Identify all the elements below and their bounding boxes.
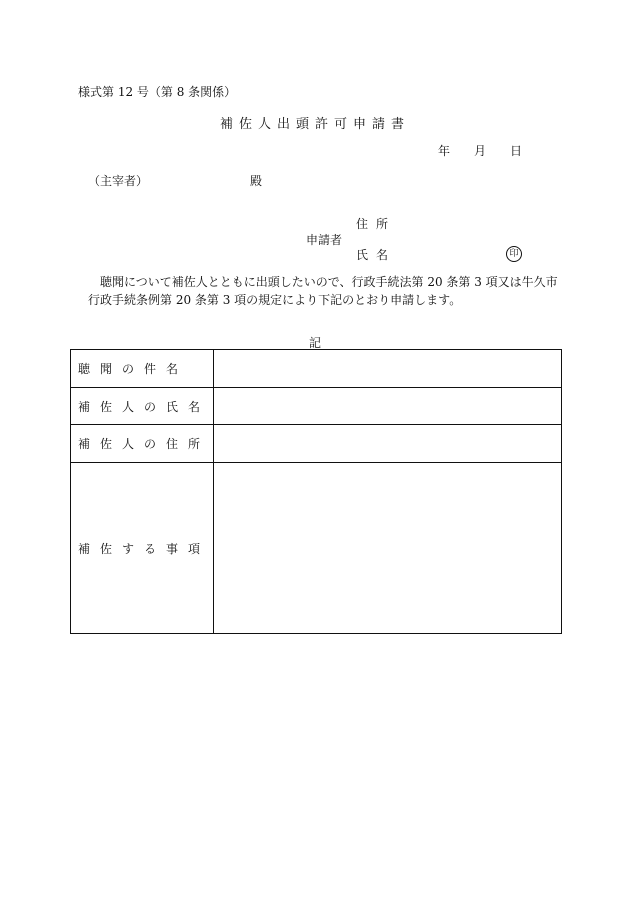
- recipient-honorific: 殿: [250, 174, 263, 188]
- request-statement: 聴聞について補佐人とともに出頭したいので、行政手続法第 20 条第 3 項又は牛久市行政手続条例第 20 条第 3 項の規定により下記のとおり申請します。: [88, 275, 558, 307]
- table-row: [71, 425, 562, 463]
- applicant-name-label: 氏名: [356, 248, 397, 262]
- note-heading: 記: [308, 336, 321, 350]
- row-label-assistant-name: 補佐人の氏名: [71, 388, 214, 425]
- details-table: [70, 349, 562, 634]
- table-row: [71, 350, 562, 388]
- form-number: 様式第 12 号（第 8 条関係）: [78, 85, 237, 99]
- date-line: [438, 142, 522, 159]
- row-label-assistant-address: 補佐人の住所: [71, 425, 214, 463]
- recipient-label: （主宰者）: [88, 174, 149, 188]
- date-year-label: 年: [438, 144, 451, 158]
- date-month-label: 月: [474, 144, 487, 158]
- table-row: [71, 388, 562, 425]
- row-value-assistant-name[interactable]: [214, 388, 562, 425]
- table-row: [71, 463, 562, 634]
- seal-mark: 印: [506, 246, 522, 262]
- row-value-hearing-subject[interactable]: [214, 350, 562, 388]
- document-title: 補佐人出頭許可申請書: [219, 117, 410, 132]
- row-value-assistant-address[interactable]: [214, 425, 562, 463]
- row-value-assistance-matters[interactable]: [214, 463, 562, 634]
- applicant-address-label: 住所: [356, 217, 397, 231]
- date-day-label: 日: [510, 144, 523, 158]
- row-label-hearing-subject: 聴聞の件名: [71, 350, 214, 388]
- applicant-label: 申請者: [306, 233, 343, 247]
- row-label-assistance-matters: 補佐する事項: [71, 463, 214, 634]
